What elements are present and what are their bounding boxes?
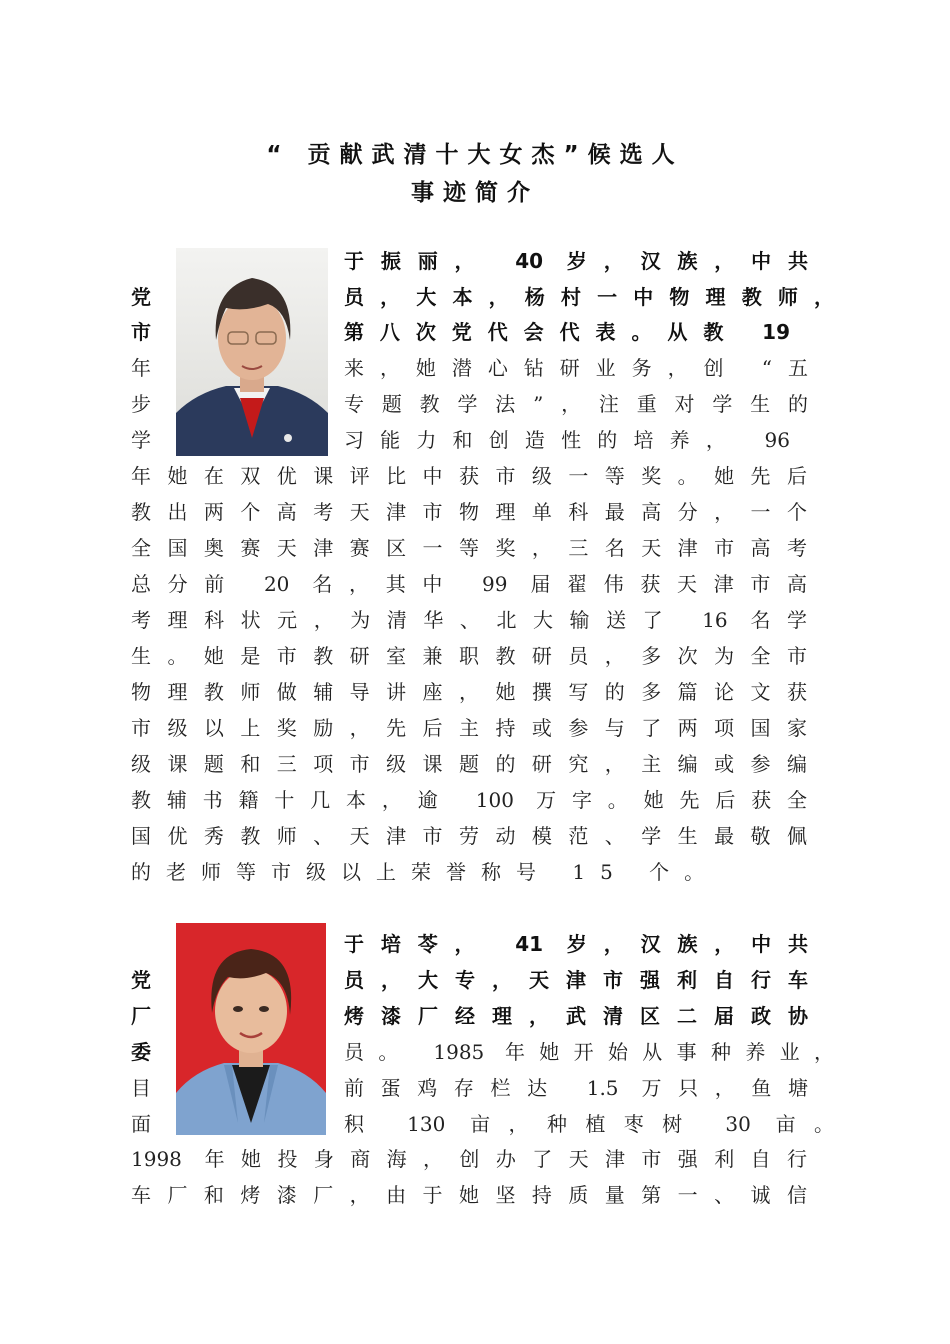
p2-body-line: 车厂和烤漆厂，由于她坚持质量第一、诚信 xyxy=(131,1183,807,1207)
p2-left-char: 面 xyxy=(131,1112,151,1136)
p1-side-line: 习能力和创造性的培养， 96 xyxy=(344,428,790,452)
p1-left-char: 学 xyxy=(131,428,151,452)
page-title-line-1: “ 贡献武清十大女杰”候选人 xyxy=(266,142,684,168)
p2-side-line: 员。 1985 年她开始从事种养业， xyxy=(344,1040,834,1064)
portrait-photo-1 xyxy=(176,248,328,456)
p1-body-line: 级课题和三项市级课题的研究，主编或参编 xyxy=(131,752,807,776)
p1-left-char: 年 xyxy=(131,356,151,380)
p2-side-line: 员，大专，天津市强利自行车 xyxy=(344,968,808,992)
p1-body-line: 物理教师做辅导讲座，她撰写的多篇论文获 xyxy=(131,680,807,704)
p1-side-line: 来，她潜心钻研业务，创 “五 xyxy=(344,356,808,380)
p2-side-line: 烤漆厂经理，武清区二届政协 xyxy=(344,1004,808,1028)
page-title-line-2: 事迹简介 xyxy=(411,180,539,206)
p1-side-line: 员，大本，杨村一中物理教师， xyxy=(344,285,834,309)
p1-body-line: 考理科状元，为清华、北大输送了 16 名学 xyxy=(131,608,807,632)
p1-left-char: 党 xyxy=(131,285,151,309)
p1-left-char: 步 xyxy=(131,392,151,416)
p1-body-line: 生。她是市教研室兼职教研员，多次为全市 xyxy=(131,644,807,668)
p2-side-line: 前蛋鸡存栏达 1.5 万只，鱼塘 xyxy=(344,1076,808,1100)
p2-left-char: 厂 xyxy=(131,1004,151,1028)
p1-body-line: 全国奥赛天津赛区一等奖，三名天津市高考 xyxy=(131,536,807,560)
p2-side-line: 积 130 亩，种植枣树 30 亩。 xyxy=(344,1112,834,1136)
p1-side-line: 专题教学法”，注重对学生的 xyxy=(344,392,808,416)
portrait-photo-2 xyxy=(176,923,326,1135)
p2-left-char: 委 xyxy=(131,1040,151,1064)
p1-body-line: 市级以上奖励，先后主持或参与了两项国家 xyxy=(131,716,807,740)
p1-body-line: 教辅书籍十几本，逾 100 万字。她先后获全 xyxy=(131,788,807,812)
p1-body-line: 国优秀教师、天津市劳动模范、学生最敬佩 xyxy=(131,824,807,848)
p1-body-line: 总分前 20 名，其中 99 届翟伟获天津市高 xyxy=(131,572,807,596)
p1-side-line: 于振丽， 40 岁，汉族，中共 xyxy=(344,249,808,273)
p1-left-char: 市 xyxy=(131,320,151,344)
p2-body-line: 1998 年她投身商海，创办了天津市强利自行 xyxy=(131,1147,807,1171)
p2-left-char: 党 xyxy=(131,968,151,992)
p2-side-line: 于培苓， 41 岁，汉族，中共 xyxy=(344,932,808,956)
p2-left-char: 目 xyxy=(131,1076,151,1100)
p1-body-line: 的老师等市级以上荣誉称号 15 个。 xyxy=(131,860,720,884)
p1-side-line: 第八次党代会代表。从教 19 xyxy=(344,320,790,344)
p1-body-line: 年她在双优课评比中获市级一等奖。她先后 xyxy=(131,464,807,488)
p1-body-line: 教出两个高考天津市物理单科最高分，一个 xyxy=(131,500,807,524)
